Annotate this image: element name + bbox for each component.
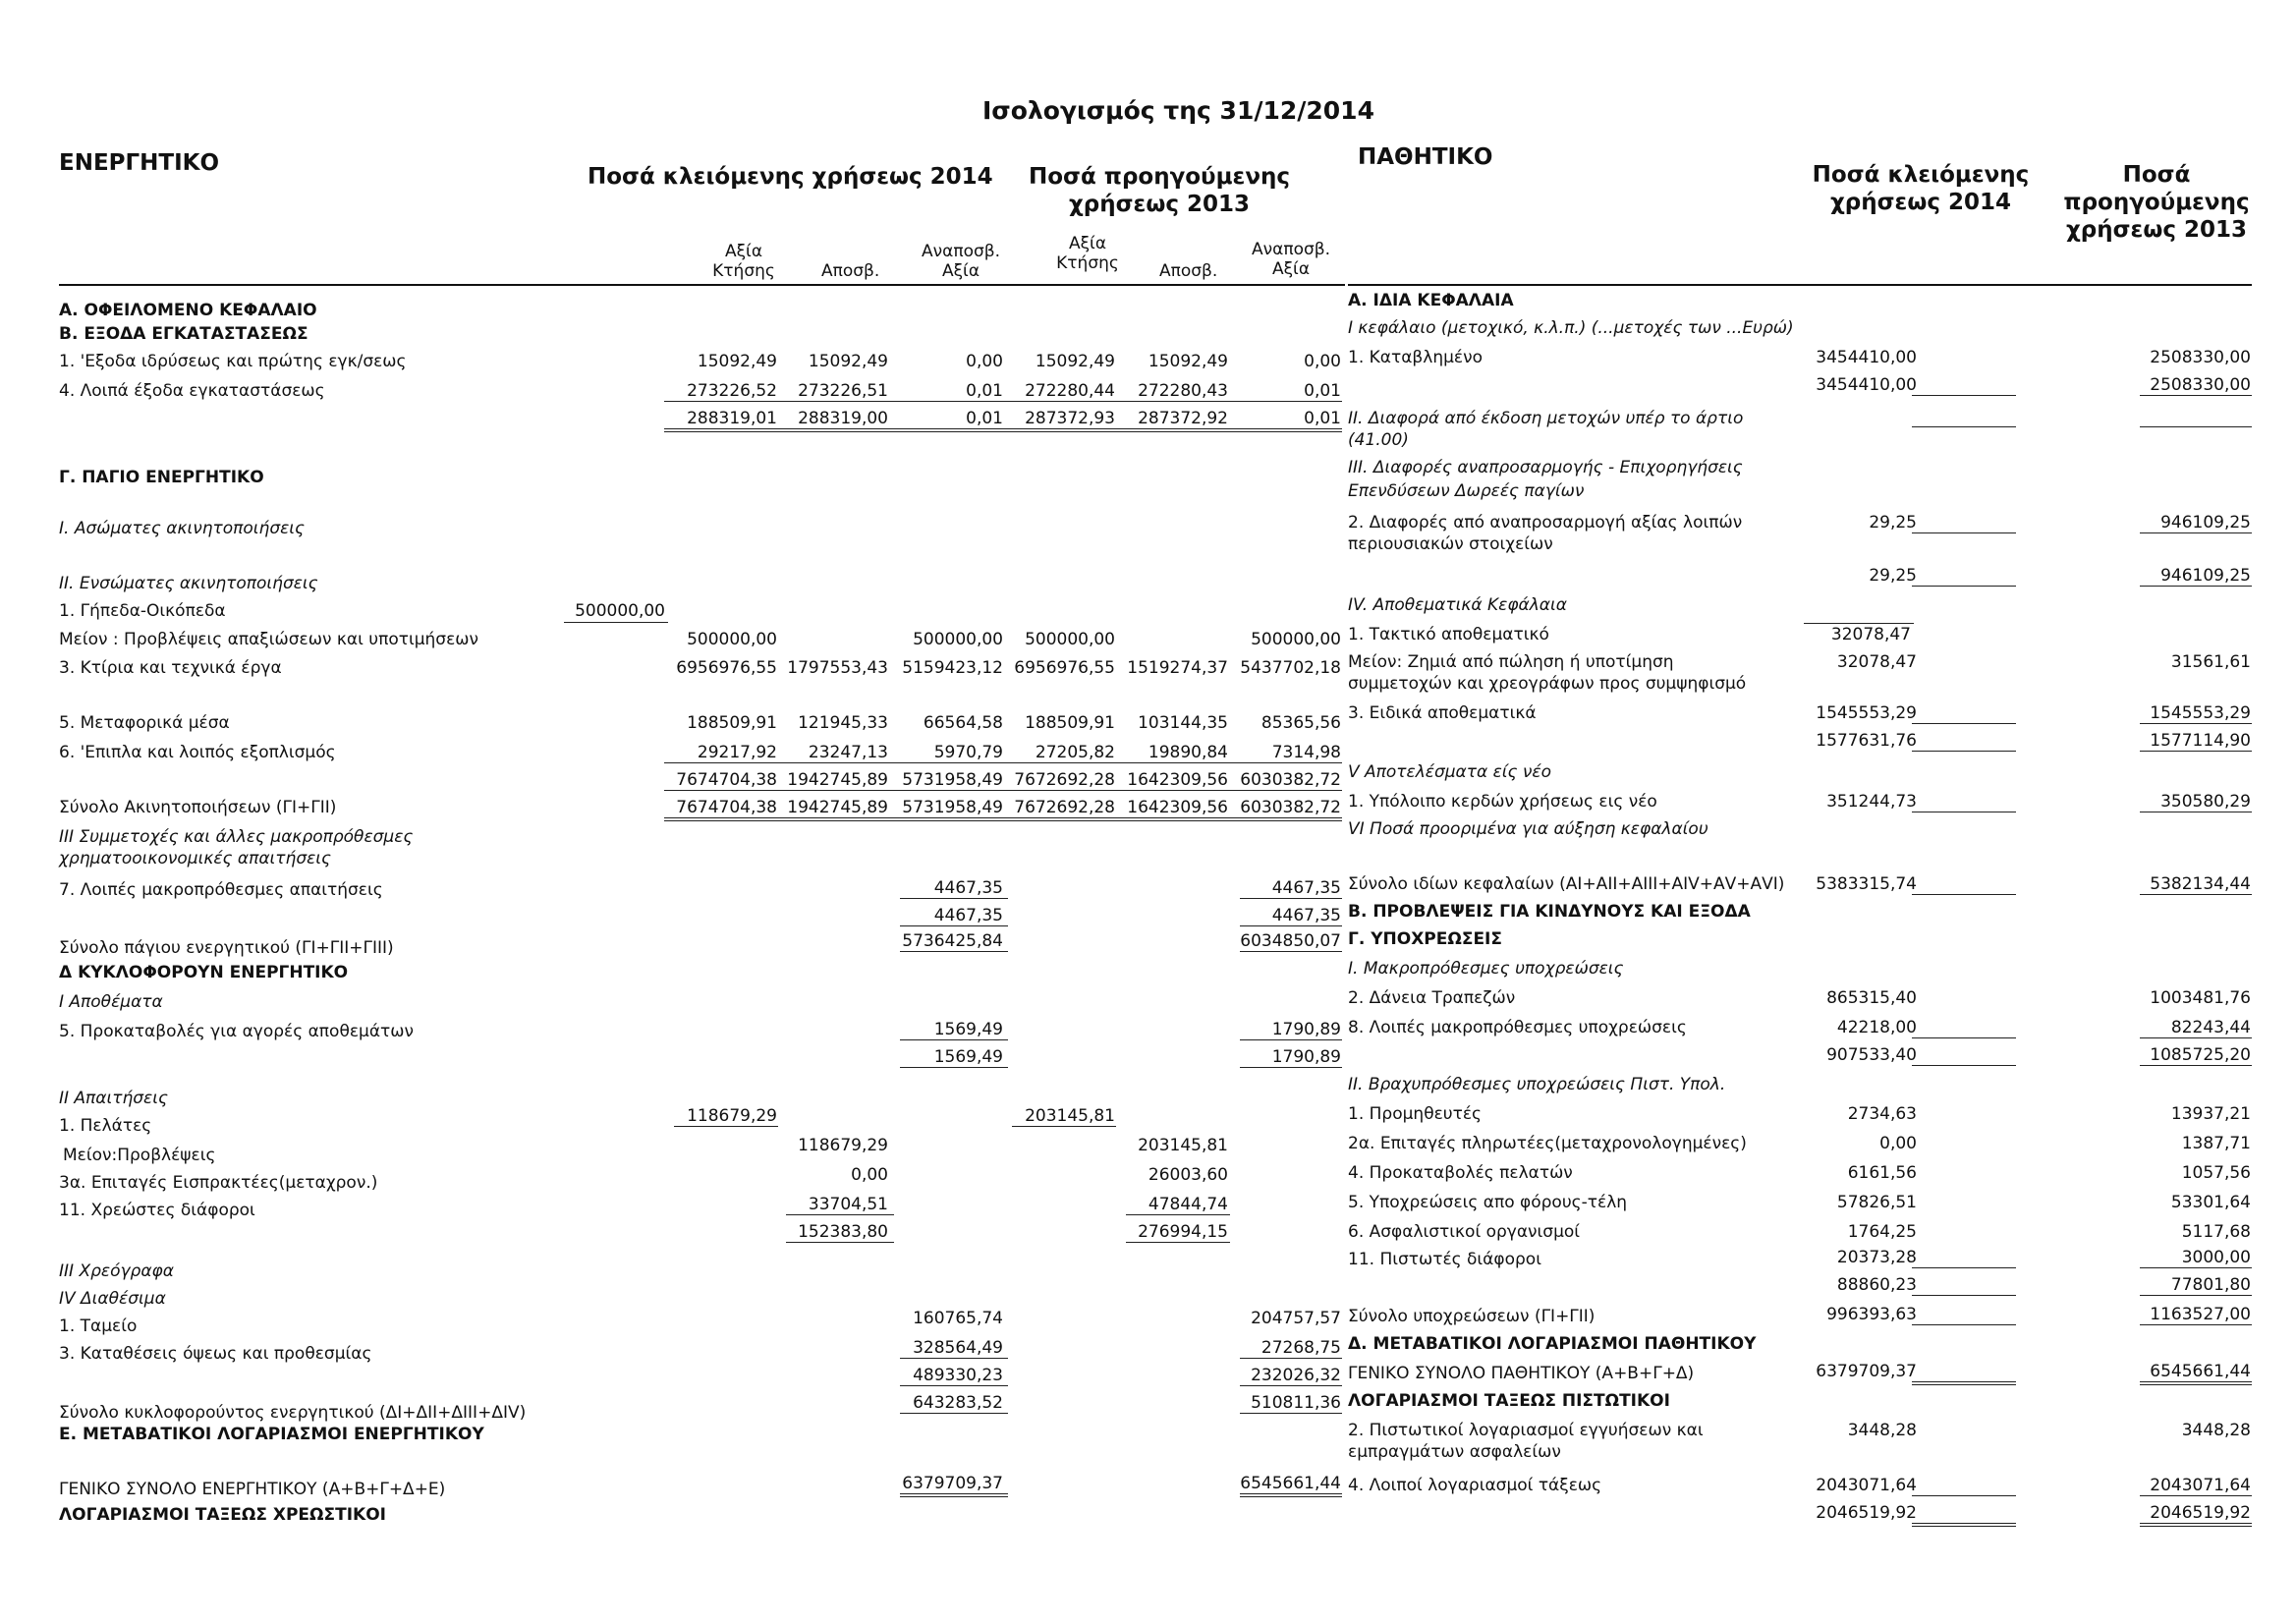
cell-value: 4467,35	[1271, 878, 1341, 898]
rule	[1912, 395, 2016, 396]
rule	[1126, 1242, 1230, 1243]
cell-value: 32078,47	[1836, 652, 1917, 672]
cell-value: 500000,00	[1025, 630, 1115, 649]
rule	[1240, 1413, 1342, 1414]
cell-value: 57826,51	[1836, 1193, 1917, 1212]
cell-value: 1642309,56	[1127, 798, 1228, 817]
rule	[900, 951, 1008, 952]
row-label: 1. Πελάτες	[59, 1116, 152, 1136]
cell-value: 6030382,72	[1240, 798, 1341, 817]
cell-value: 6545661,44	[2150, 1362, 2251, 1381]
row-label: Ι. Μακροπρόθεσμες υποχρεώσεις	[1348, 959, 1624, 979]
row-label: Μείον: Ζημιά από πώληση ή υποτίμηση	[1348, 652, 1674, 672]
cell-value: 7672692,28	[1014, 798, 1115, 817]
rule	[900, 898, 1008, 899]
row-label: ΙΙΙ. Διαφορές αναπροσαρμογής - Επιχορηγήσεις	[1348, 458, 1743, 477]
cell-value: 1085725,20	[2150, 1045, 2251, 1065]
cell-value: 188509,91	[687, 713, 777, 733]
cell-value: 288319,01	[687, 409, 777, 428]
cell-value: 643283,52	[913, 1393, 1003, 1413]
row-label: 3. Κτίρια και τεχνικά έργα	[59, 658, 282, 678]
cell-value: 85365,56	[1260, 713, 1341, 733]
rule	[2140, 751, 2252, 752]
rule	[1240, 925, 1342, 926]
cell-value: 31561,61	[2170, 652, 2251, 672]
rule	[1012, 1126, 1116, 1127]
rule	[2140, 1324, 2252, 1325]
cell-value: 946109,25	[2160, 513, 2251, 532]
row-label: ΙΙΙ Χρεόγραφα	[59, 1261, 174, 1281]
rule	[2140, 586, 2252, 587]
cell-value: 77801,80	[2170, 1275, 2251, 1295]
cell-value: 5970,79	[933, 743, 1003, 762]
assets-a-capital: Α. ΟΦΕΙΛΟΜΕΝΟ ΚΕΦΑΛΑΙΟ	[59, 301, 317, 320]
cell-value: 7672692,28	[1014, 770, 1115, 790]
rule	[664, 428, 1342, 429]
cell-value: 1642309,56	[1127, 770, 1228, 790]
cell-value: 1942745,89	[787, 770, 888, 790]
row-label: 1. Υπόλοιπο κερδών χρήσεως εις νέο	[1348, 792, 1657, 812]
cell-value: 1057,56	[2181, 1163, 2251, 1183]
rule	[664, 762, 1342, 763]
cell-value: 6379709,37	[902, 1474, 1003, 1493]
row-label: εμπραγμάτων ασφαλείων	[1348, 1442, 1561, 1462]
cell-value: 6545661,44	[1240, 1474, 1341, 1493]
row-label: 4. Προκαταβολές πελατών	[1348, 1163, 1573, 1183]
row-label: 3α. Επιταγές Εισπρακτέες(μεταχρον.)	[59, 1173, 378, 1193]
rule	[1912, 1384, 2016, 1385]
rule	[1240, 1067, 1342, 1068]
rule	[1912, 1267, 2016, 1268]
rule	[900, 1358, 1008, 1359]
cell-value: 4467,35	[933, 906, 1003, 925]
rule	[1240, 1039, 1342, 1040]
cell-value: 2046519,92	[2150, 1503, 2251, 1523]
cell-value: 19890,84	[1148, 743, 1228, 762]
rule	[1240, 1358, 1342, 1359]
rule	[2140, 723, 2252, 724]
cell-value: 204757,57	[1251, 1309, 1341, 1328]
rule	[900, 1413, 1008, 1414]
cell-value: 6034850,07	[1240, 931, 1341, 951]
rule	[664, 820, 1342, 821]
rule	[1912, 1526, 2016, 1527]
cell-value: 188509,91	[1025, 713, 1115, 733]
cell-value: 272280,44	[1025, 381, 1115, 401]
row-label: 7. Λοιπές μακροπρόθεσμες απαιτήσεις	[59, 880, 383, 900]
rule	[2140, 1495, 2252, 1496]
rule	[2140, 532, 2252, 533]
cell-value: 2508330,00	[2150, 375, 2251, 395]
row-label: ΙΙ. Διαφορά από έκδοση μετοχών υπέρ το άρτιο	[1348, 409, 1744, 428]
cell-value: 946109,25	[2160, 566, 2251, 586]
cell-value: 15092,49	[1148, 352, 1228, 371]
rule	[2140, 1384, 2252, 1385]
rule	[1912, 1324, 2016, 1325]
rule	[1912, 532, 2016, 533]
row-label: ΓΕΝΙΚΟ ΣΥΝΟΛΟ ΕΝΕΡΓΗΤΙΚΟΥ (Α+Β+Γ+Δ+Ε)	[59, 1480, 446, 1499]
sub-net-2013: Αναποσβ. Αξία	[1252, 240, 1330, 279]
cell-value: 5731958,49	[902, 770, 1003, 790]
sub-cost-2014: Αξία Κτήσης	[712, 242, 775, 281]
cell-value: 276994,15	[1138, 1222, 1228, 1242]
cell-value: 287372,92	[1138, 409, 1228, 428]
cell-value: 13937,21	[2170, 1104, 2251, 1124]
cell-value: 32078,47	[1830, 625, 1911, 644]
row-label: 1. Καταβλημένο	[1348, 348, 1484, 367]
cell-value: 3448,28	[1847, 1421, 1917, 1440]
cell-value: 6030382,72	[1240, 770, 1341, 790]
row-label: 4. Λοιποί λογαριασμοί τάξεως	[1348, 1476, 1602, 1495]
cell-value: 1577114,90	[2150, 731, 2251, 751]
sub-net-2014: Αναποσβ. Αξία	[922, 242, 1000, 281]
cell-value: 500000,00	[913, 630, 1003, 649]
cell-value: 29,25	[1869, 513, 1917, 532]
rule	[2140, 1526, 2252, 1527]
row-label: 5. Υποχρεώσεις απο φόρους-τέλη	[1348, 1193, 1628, 1212]
cell-value: 3000,00	[2181, 1248, 2251, 1267]
rule	[1912, 1381, 2016, 1382]
cell-value: 1519274,37	[1127, 658, 1228, 678]
cell-value: 7314,98	[1271, 743, 1341, 762]
rule	[900, 925, 1008, 926]
assets-c2-tangible: II. Ενσώματες ακινητοποιήσεις	[59, 574, 318, 593]
rule	[1126, 1214, 1230, 1215]
cell-value: 1942745,89	[787, 798, 888, 817]
cell-value: 1163527,00	[2150, 1305, 2251, 1324]
cell-value: 328564,49	[913, 1338, 1003, 1358]
row-label: 1. Ταμείο	[59, 1316, 138, 1336]
cell-value: 1790,89	[1271, 1020, 1341, 1039]
rule	[900, 1493, 1008, 1494]
sub-dep-2014: Αποσβ.	[821, 261, 880, 281]
cell-value: 6161,56	[1847, 1163, 1917, 1183]
cell-value: 3448,28	[2181, 1421, 2251, 1440]
cell-value: 273226,52	[687, 381, 777, 401]
cell-value: 0,01	[1304, 409, 1341, 428]
row-label: ΙΙΙ Συμμετοχές και άλλες μακροπρόθεσμες	[59, 827, 414, 847]
cell-value: 3454410,00	[1816, 375, 1917, 395]
rule	[1912, 723, 2016, 724]
cell-value: 160765,74	[913, 1309, 1003, 1328]
row-label: V Αποτελέσματα είς νέο	[1348, 762, 1552, 782]
cell-value: 1545553,29	[1816, 703, 1917, 723]
row-label: Ι κεφάλαιο (μετοχικό, κ.λ.π.) (...μετοχές των ...Ευρώ)	[1348, 318, 1794, 338]
cell-value: 152383,80	[798, 1222, 888, 1242]
rule	[1912, 586, 2016, 587]
cell-value: 2043071,64	[1816, 1476, 1917, 1495]
cell-value: 865315,40	[1826, 988, 1917, 1008]
cell-value: 907533,40	[1826, 1045, 1917, 1065]
cell-value: 15092,49	[808, 352, 888, 371]
liab-col-2013-header: Ποσά προηγούμενης χρήσεως 2013	[2063, 162, 2250, 243]
cell-value: 0,00	[1304, 352, 1341, 371]
cell-value: 66564,58	[923, 713, 1003, 733]
cell-value: 500000,00	[1251, 630, 1341, 649]
cell-value: 288319,00	[798, 409, 888, 428]
page-title: Ισολογισμός της 31/12/2014	[982, 96, 1374, 125]
row-label: 8. Λοιπές μακροπρόθεσμες υποχρεώσεις	[1348, 1018, 1687, 1037]
cell-value: 203145,81	[1138, 1136, 1228, 1155]
cell-value: 500000,00	[687, 630, 777, 649]
rule	[900, 1039, 1008, 1040]
row-label: IV Διαθέσιμα	[59, 1289, 166, 1309]
row-label: 5. Μεταφορικά μέσα	[59, 713, 230, 733]
rule	[2140, 395, 2252, 396]
rule	[664, 401, 1342, 402]
assets-col-2014-header: Ποσά κλειόμενης χρήσεως 2014	[588, 164, 993, 190]
cell-value: 1577631,76	[1816, 731, 1917, 751]
row-label: 6. 'Επιπλα και λοιπός εξοπλισμός	[59, 743, 336, 762]
rule	[1240, 1385, 1342, 1386]
row-label: 5. Προκαταβολές για αγορές αποθεμάτων	[59, 1022, 415, 1041]
cell-value: 1797553,43	[787, 658, 888, 678]
rule	[1912, 1295, 2016, 1296]
rule	[2140, 1037, 2252, 1038]
assets-d-current: Δ ΚΥΚΛΟΦΟΡΟΥΝ ΕΝΕΡΓΗΤΙΚΟ	[59, 963, 349, 982]
row-label: 1. Γήπεδα-Οικόπεδα	[59, 601, 226, 621]
liabilities-heading: ΠΑΘΗΤΙΚΟ	[1358, 144, 1493, 170]
cell-value: 1790,89	[1271, 1047, 1341, 1067]
sub-cost-2013: Αξία Κτήσης	[1056, 234, 1119, 273]
rule	[1912, 1037, 2016, 1038]
cell-value: 42218,00	[1836, 1018, 1917, 1037]
cell-value: 33704,51	[808, 1195, 888, 1214]
cell-value: 23247,13	[808, 743, 888, 762]
cell-value: 88860,23	[1836, 1275, 1917, 1295]
rule	[900, 1067, 1008, 1068]
cell-value: 118679,29	[798, 1136, 888, 1155]
cell-value: 6956976,55	[676, 658, 777, 678]
rule	[664, 431, 1342, 432]
rule	[1912, 426, 2016, 427]
cell-value: 6379709,37	[1816, 1362, 1917, 1381]
sub-dep-2013: Αποσβ.	[1159, 261, 1218, 281]
cell-value: 287372,93	[1025, 409, 1115, 428]
rule	[786, 1214, 894, 1215]
cell-value: 0,01	[966, 409, 1003, 428]
row-label: Ι Αποθέματα	[59, 992, 163, 1012]
cell-value: 5437702,18	[1240, 658, 1341, 678]
rule	[900, 1496, 1008, 1497]
cell-value: 5383315,74	[1816, 874, 1917, 894]
cell-value: 996393,63	[1826, 1305, 1917, 1324]
row-label: 2. Διαφορές από αναπροσαρμογή αξίας λοιπών	[1348, 513, 1743, 532]
rule	[1912, 1065, 2016, 1066]
row-label: 3. Καταθέσεις όψεως και προθεσμίας	[59, 1344, 372, 1364]
rule	[2140, 1523, 2252, 1524]
rule	[1804, 623, 1914, 624]
row-label: Επενδύσεων Δωρεές παγίων	[1348, 481, 1585, 501]
cell-value: 272280,43	[1138, 381, 1228, 401]
cell-value: 5117,68	[2181, 1222, 2251, 1242]
cell-value: 203145,81	[1025, 1106, 1115, 1126]
row-label: 6. Ασφαλιστικοί οργανισμοί	[1348, 1222, 1581, 1242]
cell-value: 351244,73	[1826, 792, 1917, 812]
row-label: ΓΕΝΙΚΟ ΣΥΝΟΛΟ ΠΑΘΗΤΙΚΟΥ (Α+Β+Γ+Δ)	[1348, 1364, 1695, 1383]
cell-value: 1764,25	[1847, 1222, 1917, 1242]
cell-value: 5731958,49	[902, 798, 1003, 817]
cell-value: 2508330,00	[2150, 348, 2251, 367]
row-label: περιουσιακών στοιχείων	[1348, 534, 1553, 554]
rule	[1912, 894, 2016, 895]
liab-d-transit: Δ. ΜΕΤΑΒΑΤΙΚΟΙ ΛΟΓΑΡΙΑΣΜΟΙ ΠΑΘΗΤΙΚΟΥ	[1348, 1334, 1757, 1354]
rule	[900, 1385, 1008, 1386]
row-label: χρηματοοικονομικές απαιτήσεις	[59, 849, 332, 868]
cell-value: 7674704,38	[676, 798, 777, 817]
cell-value: 350580,29	[2160, 792, 2251, 812]
cell-value: 4467,35	[933, 878, 1003, 898]
cell-value: 82243,44	[2170, 1018, 2251, 1037]
cell-value: 47844,74	[1148, 1195, 1228, 1214]
cell-value: 0,01	[966, 381, 1003, 401]
cell-value: 273226,51	[798, 381, 888, 401]
cell-value: 29217,92	[697, 743, 777, 762]
cell-value: 2734,63	[1847, 1104, 1917, 1124]
cell-value: 20373,28	[1836, 1248, 1917, 1267]
cell-value: 489330,23	[913, 1366, 1003, 1385]
assets-e-transit: Ε. ΜΕΤΑΒΑΤΙΚΟΙ ΛΟΓΑΡΙΑΣΜΟΙ ΕΝΕΡΓΗΤΙΚΟΥ	[59, 1425, 484, 1444]
liab-b-provisions: Β. ΠΡΟΒΛΕΨΕΙΣ ΓΙΑ ΚΙΝΔΥΝΟΥΣ ΚΑΙ ΕΞΟΔΑ	[1348, 902, 1751, 922]
rule	[664, 817, 1342, 818]
row-label: Μείον:Προβλέψεις	[63, 1146, 216, 1165]
cell-value: 15092,49	[697, 352, 777, 371]
cell-value: 1003481,76	[2150, 988, 2251, 1008]
row-label: 2. Πιστωτικοί λογαριασμοί εγγυήσεων και	[1348, 1421, 1704, 1440]
cell-value: 29,25	[1869, 566, 1917, 586]
row-label: Σύνολο κυκλοφορούντος ενεργητικού (ΔΙ+ΔΙΙ+ΔΙΙΙ+ΔΙV)	[59, 1403, 527, 1423]
rule	[674, 1126, 778, 1127]
cell-value: 6956976,55	[1014, 658, 1115, 678]
cell-value: 118679,29	[687, 1106, 777, 1126]
rule	[2140, 1065, 2252, 1066]
row-label: Σύνολο Ακινητοποιήσεων (ΓΙ+ΓΙΙ)	[59, 798, 337, 817]
cell-value: 1387,71	[2181, 1134, 2251, 1153]
rule	[1240, 1496, 1342, 1497]
cell-value: 1569,49	[933, 1020, 1003, 1039]
cell-value: 0,00	[851, 1165, 888, 1185]
assets-c1-intangible: I. Ασώματες ακινητοποιήσεις	[59, 519, 306, 538]
cell-value: 2046519,92	[1816, 1503, 1917, 1523]
row-label: VI Ποσά προοριμένα για αύξηση κεφαλαίου	[1348, 819, 1708, 839]
assets-col-2013-header: Ποσά προηγούμενης χρήσεως 2013	[1028, 164, 1290, 217]
cell-value: 500000,00	[575, 601, 665, 621]
cell-value: 510811,36	[1251, 1393, 1341, 1413]
row-label: 2. Δάνεια Τραπεζών	[1348, 988, 1516, 1008]
row-label: Μείον : Προβλέψεις απαξιώσεων και υποτιμήσεων	[59, 630, 478, 649]
row-label: ΙΙ Απαιτήσεις	[59, 1089, 168, 1108]
cell-value: 0,00	[966, 352, 1003, 371]
cell-value: 5736425,84	[902, 931, 1003, 951]
row-label: 11. Χρεώστες διάφοροι	[59, 1201, 255, 1220]
row-label: (41.00)	[1348, 430, 1409, 450]
liab-memo-credit: ΛΟΓΑΡΙΑΣΜΟΙ ΤΑΞΕΩΣ ΠΙΣΤΩΤΙΚΟΙ	[1348, 1391, 1670, 1411]
cell-value: 27205,82	[1035, 743, 1115, 762]
rule	[2140, 1295, 2252, 1296]
liab-col-2014-header: Ποσά κλειόμενης χρήσεως 2014	[1812, 162, 2030, 215]
row-label: Σύνολο υποχρεώσεων (ΓΙ+ΓΙΙ)	[1348, 1307, 1596, 1326]
cell-value: 103144,35	[1138, 713, 1228, 733]
rule	[2140, 1267, 2252, 1268]
row-label: 2α. Επιταγές πληρωτέες(μεταχρονολογημένες)	[1348, 1134, 1747, 1153]
cell-value: 1545553,29	[2150, 703, 2251, 723]
liab-a-equity: Α. ΙΔΙΑ ΚΕΦΑΛΑΙΑ	[1348, 291, 1514, 310]
rule	[2140, 1381, 2252, 1382]
cell-value: 0,01	[1304, 381, 1341, 401]
cell-value: 5382134,44	[2150, 874, 2251, 894]
assets-b-setup: Β. ΕΞΟΔΑ ΕΓΚΑΤΑΣΤΑΣΕΩΣ	[59, 324, 308, 344]
cell-value: 4467,35	[1271, 906, 1341, 925]
rule	[1240, 951, 1342, 952]
rule	[564, 622, 668, 623]
liab-c-liabilities: Γ. ΥΠΟΧΡΕΩΣΕΙΣ	[1348, 929, 1502, 949]
row-label: 1. 'Εξοδα ιδρύσεως και πρώτης εγκ/σεως	[59, 352, 407, 371]
row-label: IV. Αποθεματικά Κεφάλαια	[1348, 595, 1567, 615]
rule	[664, 790, 1342, 791]
row-label: Σύνολο ιδίων κεφαλαίων (ΑΙ+ΑΙΙ+ΑΙΙΙ+ΑΙV+ΑV+ΑVΙ)	[1348, 874, 1785, 894]
header-rule-assets	[59, 284, 1345, 286]
cell-value: 5159423,12	[902, 658, 1003, 678]
rule	[786, 1242, 894, 1243]
cell-value: 2043071,64	[2150, 1476, 2251, 1495]
rule	[2140, 426, 2252, 427]
cell-value: 121945,33	[798, 713, 888, 733]
rule	[1240, 1493, 1342, 1494]
cell-value: 3454410,00	[1816, 348, 1917, 367]
cell-value: 0,00	[1879, 1134, 1917, 1153]
rule	[1912, 751, 2016, 752]
rule	[1912, 1523, 2016, 1524]
cell-value: 1569,49	[933, 1047, 1003, 1067]
rule	[2140, 894, 2252, 895]
row-label: Σύνολο πάγιου ενεργητικού (ΓΙ+ΓΙΙ+ΓΙΙΙ)	[59, 938, 394, 958]
header-rule-liabilities	[1348, 284, 2252, 286]
row-label: ΙΙ. Βραχυπρόθεσμες υποχρεώσεις Πιστ. Υπολ.	[1348, 1075, 1726, 1094]
row-label: 1. Προμηθευτές	[1348, 1104, 1483, 1124]
cell-value: 7674704,38	[676, 770, 777, 790]
row-label: συμμετοχών και χρεογράφων προς συμψηφισμό	[1348, 674, 1747, 694]
rule	[1912, 1495, 2016, 1496]
cell-value: 27268,75	[1260, 1338, 1341, 1358]
cell-value: 53301,64	[2170, 1193, 2251, 1212]
row-label: 1. Τακτικό αποθεματικό	[1348, 625, 1549, 644]
assets-c-fixed: Γ. ΠΑΓΙΟ ΕΝΕΡΓΗΤΙΚΟ	[59, 468, 264, 487]
row-label: 3. Ειδικά αποθεματικά	[1348, 703, 1537, 723]
cell-value: 15092,49	[1035, 352, 1115, 371]
rule	[1240, 898, 1342, 899]
row-label: 4. Λοιπά έξοδα εγκαταστάσεως	[59, 381, 325, 401]
assets-memo-debit: ΛΟΓΑΡΙΑΣΜΟΙ ΤΑΞΕΩΣ ΧΡΕΩΣΤΙΚΟΙ	[59, 1505, 386, 1525]
cell-value: 232026,32	[1251, 1366, 1341, 1385]
cell-value: 26003,60	[1148, 1165, 1228, 1185]
assets-heading: ΕΝΕΡΓΗΤΙΚΟ	[59, 150, 220, 176]
row-label: 11. Πιστωτές διάφοροι	[1348, 1250, 1541, 1269]
